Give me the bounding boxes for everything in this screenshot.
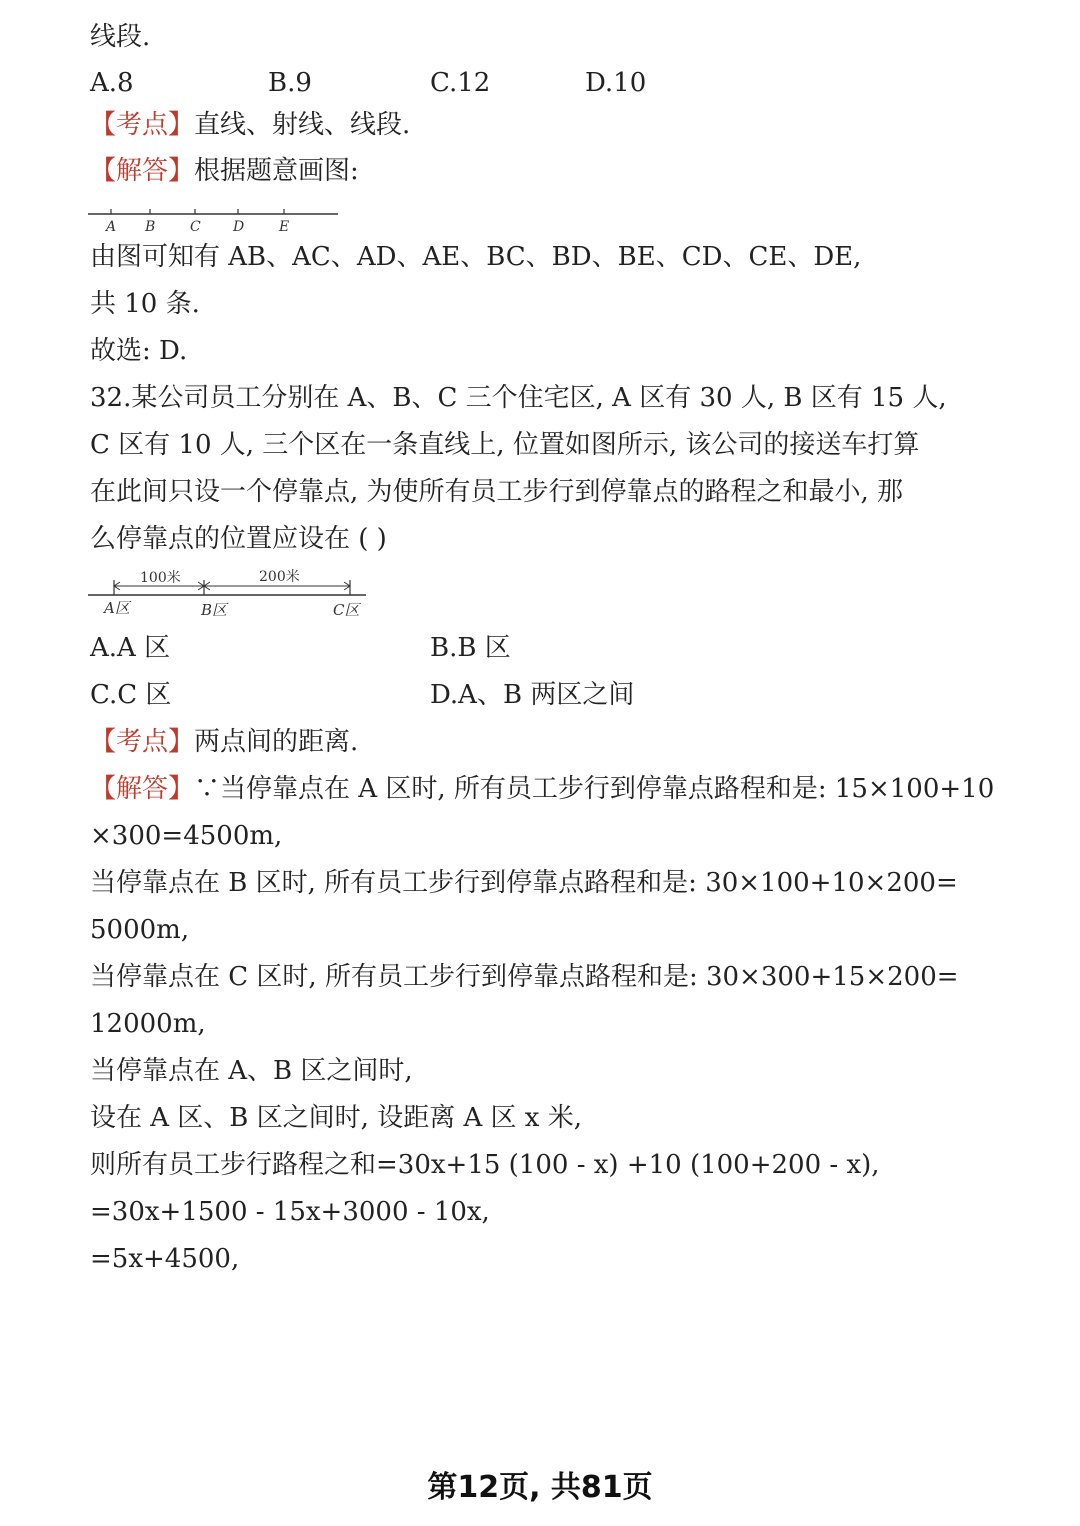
- option-b: B.9: [268, 68, 312, 98]
- option-b: B.B 区: [430, 633, 511, 663]
- option-d: D.10: [585, 68, 647, 98]
- option-c: C.12: [430, 68, 491, 98]
- zone-label: B区: [201, 601, 228, 619]
- solution-line: ×300=4500m,: [90, 821, 283, 851]
- text-line: 线段.: [90, 22, 151, 52]
- solution-line: 当停靠点在 A、B 区之间时,: [90, 1056, 413, 1086]
- solution-line: 则所有员工步行路程之和=30x+15 (100 - x) +10 (100+200 - x),: [90, 1150, 880, 1180]
- option-a: A.A 区: [90, 633, 171, 663]
- point-label: E: [279, 219, 290, 235]
- kaodian-tag: 【考点】: [90, 727, 195, 757]
- distance-label: 200米: [259, 569, 300, 585]
- jieda-line: [90, 154, 359, 188]
- question-stem: C 区有 10 人, 三个区在一条直线上, 位置如图所示, 该公司的接送车打算: [90, 430, 920, 460]
- zone-label: C区: [333, 601, 360, 619]
- solution-line: =5x+4500,: [90, 1244, 240, 1274]
- page-number: 第12页, 共81页: [427, 1470, 653, 1505]
- jieda-text: 根据题意画图:: [194, 156, 359, 186]
- option-c: C.C 区: [90, 680, 172, 710]
- question-stem: 32.某公司员工分别在 A、B、C 三个住宅区, A 区有 30 人, B 区有 15 人,: [90, 383, 947, 413]
- point-label: D: [233, 219, 245, 235]
- solution-line: 当停靠点在 B 区时, 所有员工步行到停靠点路程和是: 30×100+10×200=: [90, 868, 958, 898]
- kaodian-tag: 【考点】: [90, 110, 195, 140]
- text-line: 故选: D.: [90, 336, 188, 366]
- jieda-tag: 【解答】: [90, 156, 195, 186]
- point-label: A: [106, 219, 117, 235]
- jieda-tag: 【解答】: [90, 774, 195, 804]
- jieda-line: [90, 772, 994, 806]
- distance-label: 100米: [140, 570, 181, 586]
- zones-diagram: [88, 564, 378, 622]
- kaodian-text: 两点间的距离.: [194, 727, 359, 757]
- text-line: 共 10 条.: [90, 289, 200, 319]
- solution-line: 5000m,: [90, 915, 190, 945]
- solution-line: ∵当停靠点在 A 区时, 所有员工步行到停靠点路程和是: 15×100+10: [194, 774, 995, 804]
- point-label: C: [190, 219, 201, 235]
- question-stem: 在此间只设一个停靠点, 为使所有员工步行到停靠点的路程之和最小, 那: [90, 477, 904, 507]
- solution-line: =30x+1500 - 15x+3000 - 10x,: [90, 1197, 490, 1227]
- solution-line: 当停靠点在 C 区时, 所有员工步行到停靠点路程和是: 30×300+15×200=: [90, 962, 959, 992]
- zone-label: A区: [104, 599, 130, 617]
- kaodian-line: [90, 108, 410, 142]
- question-stem: 么停靠点的位置应设在 ( ): [90, 524, 387, 554]
- option-a: A.8: [90, 68, 134, 98]
- solution-line: 设在 A 区、B 区之间时, 设距离 A 区 x 米,: [90, 1103, 582, 1133]
- point-label: B: [145, 219, 156, 235]
- kaodian-text: 直线、射线、线段.: [194, 110, 411, 140]
- option-d: D.A、B 两区之间: [430, 680, 635, 710]
- points-diagram: [88, 203, 348, 235]
- solution-line: 12000m,: [90, 1009, 206, 1039]
- kaodian-line: [90, 725, 358, 759]
- text-line: 由图可知有 AB、AC、AD、AE、BC、BD、BE、CD、CE、DE,: [90, 242, 862, 272]
